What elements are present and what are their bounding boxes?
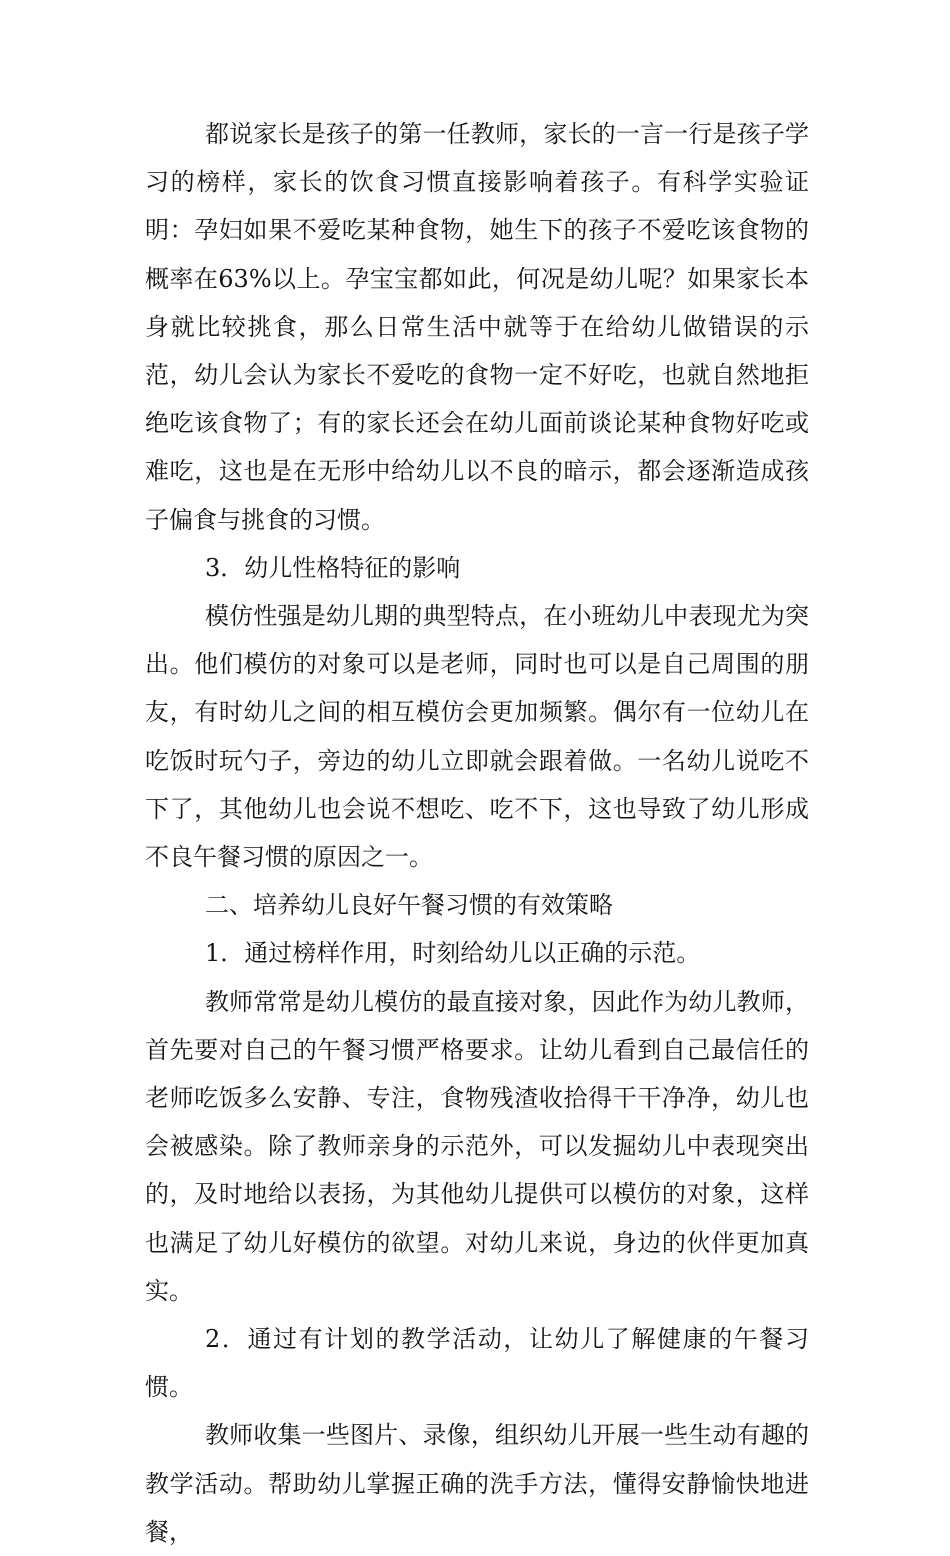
paragraph-activities: 教师收集一些图片、录像，组织幼儿开展一些生动有趣的教学活动。帮助幼儿掌握正确的洗手方法，懂得安静愉快地进餐， [145, 1421, 809, 1546]
heading-role-model: 1．通过榜样作用，时刻给幼儿以正确的示范。 [205, 939, 701, 968]
heading-personality-influence: 3．幼儿性格特征的影响 [205, 553, 461, 582]
document-page [145, 110, 809, 1556]
paragraph-parent-influence: 都说家长是孩子的第一任教师，家长的一言一行是孩子学习的榜样，家长的饮食习惯直接影响着孩子。有科学实验证明：孕妇如果不爱吃某种食物，她生下的孩子不爱吃该食物的概率在63%以上。孕宝宝都如此，何况是幼儿呢？如果家长本身就比较挑食，那么日常生活中就等于在给幼儿做错误的示范，幼儿会认为家长不爱吃的食物一定不好吃，也就自然地拒绝吃该食物了；有的家长还会在幼儿面前谈论某种食物好吃或难吃，这也是在无形中给幼儿以不良的暗示，都会逐渐造成孩子偏食与挑食的习惯。 [145, 120, 809, 534]
paragraph-teacher-example: 教师常常是幼儿模仿的最直接对象，因此作为幼儿教师，首先要对自己的午餐习惯严格要求。让幼儿看到自己最信任的老师吃饭多么安静、专注，食物残渣收拾得干干净净，幼儿也会被感染。除了教师亲身的示范外，可以发掘幼儿中表现突出的，及时地给以表扬，为其他幼儿提供可以模仿的对象，这样也满足了幼儿好模仿的欲望。对幼儿来说，身边的伙伴更加真实。 [145, 987, 809, 1305]
paragraph-imitation: 模仿性强是幼儿期的典型特点，在小班幼儿中表现尤为突出。他们模仿的对象可以是老师，同时也可以是自己周围的朋友，有时幼儿之间的相互模仿会更加频繁。偶尔有一位幼儿在吃饭时玩勺子，旁边的幼儿立即就会跟着做。一名幼儿说吃不下了，其他幼儿也会说不想吃、吃不下，这也导致了幼儿形成不良午餐习惯的原因之一。 [145, 602, 809, 872]
heading-teaching-activities: 2．通过有计划的教学活动，让幼儿了解健康的午餐习惯。 [145, 1325, 809, 1402]
heading-strategies: 二、培养幼儿良好午餐习惯的有效策略 [205, 891, 613, 920]
